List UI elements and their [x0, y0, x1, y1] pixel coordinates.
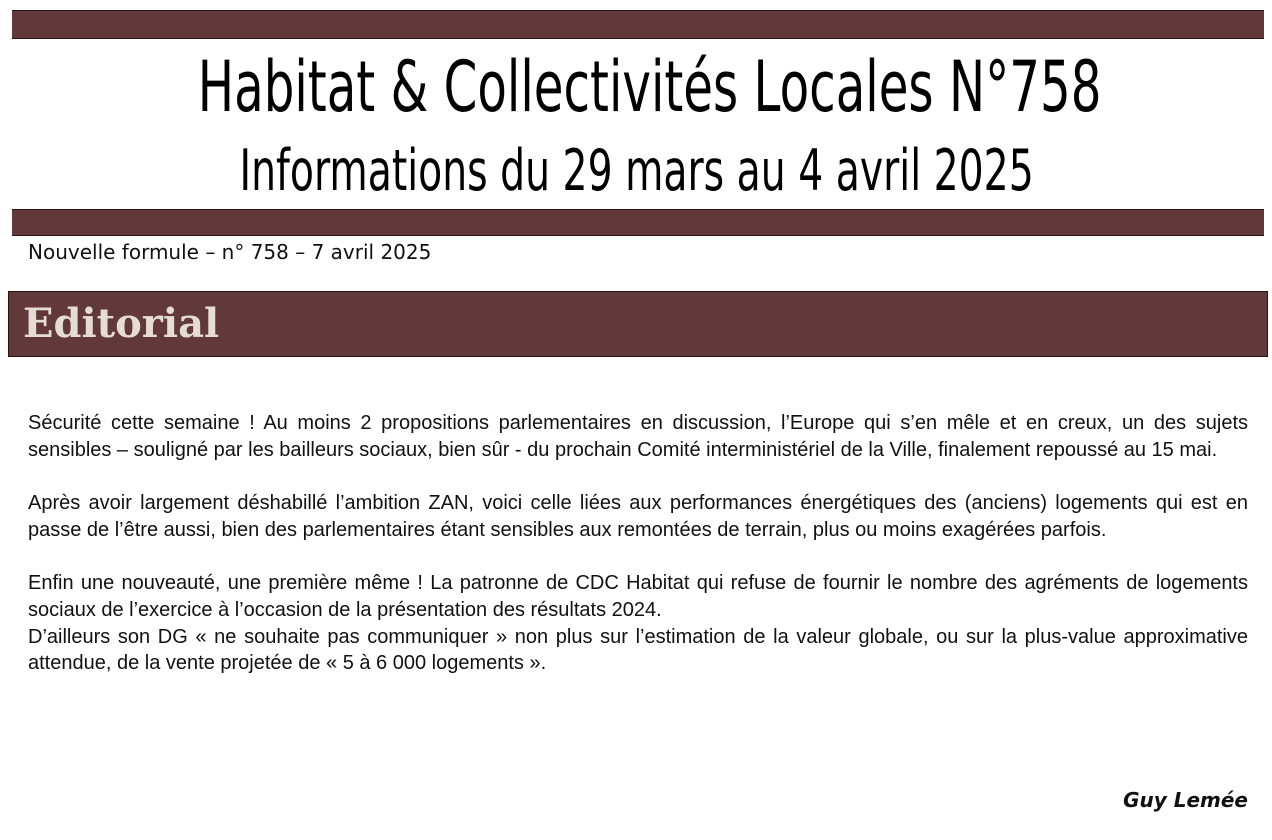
header-bottom-band [12, 209, 1264, 236]
paragraph: Sécurité cette semaine ! Au moins 2 propositions parlementaires en discussion, l’Europe qui s’en mêle et en creux, un des sujets sensibles – souligné par les bailleurs sociaux, bien sûr - du prochain Comité interministériel de la Ville, finalement repoussé au 15 mai. [28, 412, 1248, 461]
paragraph: Après avoir largement déshabillé l’ambition ZAN, voici celle liées aux performances énergétiques des (anciens) logements qui est en passe de l’être aussi, bien des parlementaires étant sensibles aux remontées de terrain, plus ou moins exagérées parfois. [28, 492, 1248, 541]
issue-line: Nouvelle formule – n° 758 – 7 avril 2025 [28, 240, 432, 264]
header-top-band [12, 10, 1264, 39]
section-heading-bar [8, 291, 1268, 357]
author-signature: Guy Lemée [1123, 788, 1248, 812]
newsletter-subtitle: Informations du 29 mars au 4 avril 2025 [239, 138, 1034, 204]
editorial-body [28, 410, 1248, 677]
newsletter-title: Habitat & Collectivités Locales N°758 [197, 46, 1102, 128]
section-heading: Editorial [23, 300, 220, 347]
paragraph: Enfin une nouveauté, une première même ! La patronne de CDC Habitat qui refuse de fournir le nombre des agréments de logements sociaux de l’exercice à l’occasion de la présentation des résultats 2024. [28, 572, 1248, 621]
paragraph: D’ailleurs son DG « ne souhaite pas communiquer » non plus sur l’estimation de la valeur globale, ou sur la plus-value approximative attendue, de la vente projetée de « 5 à 6 000 logements ». [28, 625, 1248, 675]
